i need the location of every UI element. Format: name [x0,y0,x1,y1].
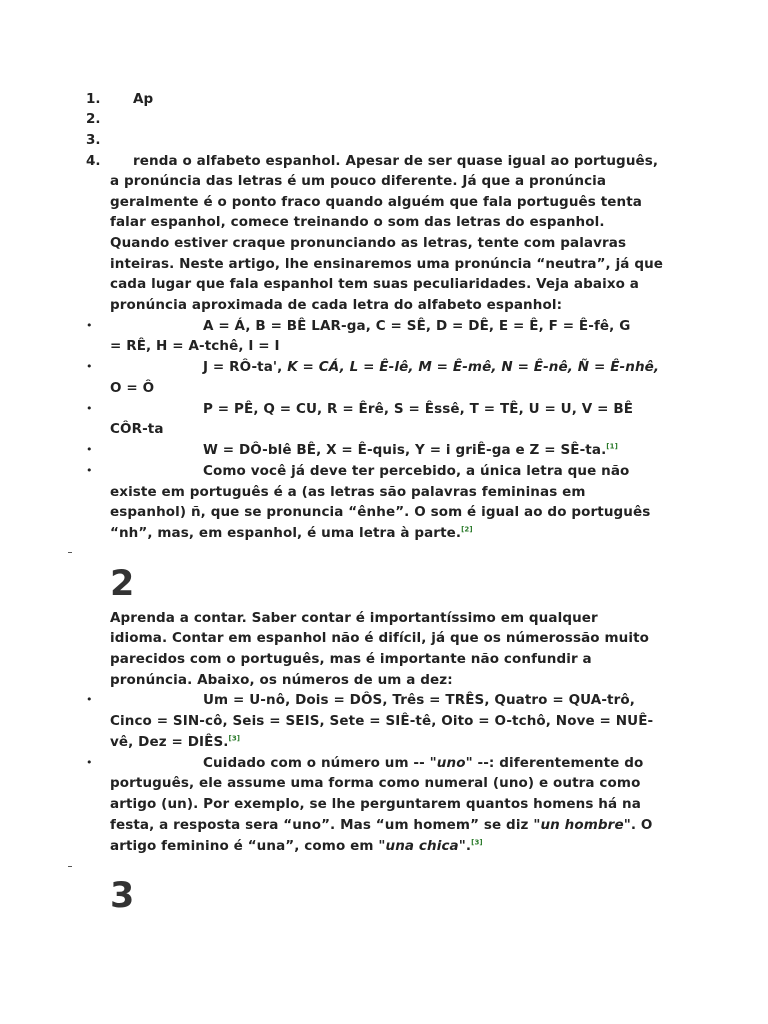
uno-note-line [203,753,643,773]
uno-text: festa, a resposta sera “uno”. Mas “um homem” se diz [110,817,534,833]
list-number-1: 1. [86,91,101,107]
intro-line-2: a pronúncia das letras é um pouco diferente. Já que a pronúncia [110,173,607,189]
reference-link[interactable]: [2] [461,525,473,534]
uno-text: . [465,838,472,854]
uno-note-line: português, ele assume uma forma como numeral (uno) e outra como [110,775,641,791]
reference-link[interactable]: [3] [228,734,241,743]
intro-line-7: cada lugar que fala espanhol tem suas peculiaridades. Veja abaixo a [110,276,640,292]
intro-line-3: geralmente é o ponto fraco quando alguém que fala português tenta [110,194,643,210]
bullet: • [86,319,93,332]
uno-note-line [110,815,652,835]
alphabet-line: A = Á, B = BÊ LAR-ga, C = SÊ, D = DÊ, E = Ê, F = Ê-fê, G [203,318,631,334]
list-number-2: 2. [86,111,101,127]
reference-link[interactable]: [1] [606,442,618,451]
uno-note-line: artigo (un). Por exemplo, se lhe perguntarem quantos homens há na [110,796,641,812]
numbers-line [110,732,240,752]
numbers-line: Um = U-nô, Dois = DÔS, Três = TRÊS, Quatro = QUA-trô, [203,692,635,708]
bullet: • [86,402,93,415]
step-number: 3 [110,876,135,916]
alphabet-note-line: existe em português é a (as letras são palavras femininas em [110,484,586,500]
intro-line-1: renda o alfabeto espanhol. Apesar de ser quase igual ao português, [133,153,659,169]
alphabet-note-line: Como você já deve ter percebido, a única letra que não [203,463,630,479]
numbers-line: Cinco = SIN-cô, Seis = SEIS, Sete = SIÊ-tê, Oito = O-tchô, Nove = NUÊ- [110,713,654,729]
reference-link[interactable]: [3] [471,838,483,847]
bullet: • [86,756,93,769]
step2-line: Aprenda a contar. Saber contar é importantíssimo em qualquer [110,610,598,626]
bullet: • [86,693,93,706]
step-number: 2 [110,564,135,604]
uno-italic-text: "uno" [429,755,473,771]
alphabet-note-line [110,523,473,543]
uno-text: artigo feminino é “una”, como em [110,838,379,854]
alphabet-text: J = RÔ-ta', [203,359,283,375]
intro-line-6: inteiras. Neste artigo, lhe ensinaremos uma pronúncia “neutra”, já que [110,256,664,272]
uno-italic-text: "una chica" [378,838,466,854]
alphabet-line: = RÊ, H = A-tchê, I = I [110,338,280,354]
alphabet-line [203,440,618,460]
step2-line: parecidos com o português, mas é importante não confundir a [110,651,592,667]
bullet: • [86,464,93,477]
uno-text: . O [630,817,653,833]
step2-line: idioma. Contar em espanhol não é difícil, já que os númerossão muito [110,630,649,646]
bullet: • [86,443,93,456]
uno-text: --: diferentemente do [472,755,644,771]
list-number-4: 4. [86,153,101,169]
uno-italic-text: "un hombre" [533,817,631,833]
alphabet-line [203,357,659,377]
list-item-1-text: Ap [133,91,154,107]
uno-note-line [110,836,483,856]
intro-line-4: falar espanhol, comece treinando o som das letras do espanhol. [110,214,605,230]
list-number-3: 3. [86,132,101,148]
step2-line: pronúncia. Abaixo, os números de um a dez: [110,672,453,688]
alphabet-line: CÔR-ta [110,421,164,437]
alphabet-italic-text: K = CÁ, L = Ê-lê, M = Ê-mê, N = Ê-nê, Ñ = Ê-nhê, [282,359,660,375]
numbers-text: vê, Dez = DIÊS. [110,734,229,750]
intro-line-5: Quando estiver craque pronunciando as letras, tente com palavras [110,235,627,251]
alphabet-text: W = DÔ-blê BÊ, X = Ê-quis, Y = i griÊ-ga e Z = SÊ-ta. [203,442,607,458]
uno-text: Cuidado com o número um -- [203,755,430,771]
bullet: • [86,360,93,373]
alphabet-line: O = Ô [110,380,155,396]
alphabet-line: P = PÊ, Q = CU, R = Êrê, S = Êssê, T = TÊ, U = U, V = BÊ [203,401,634,417]
intro-line-8: pronúncia aproximada de cada letra do alfabeto espanhol: [110,297,563,313]
divider-mark [68,866,72,867]
divider-mark [68,552,72,553]
alphabet-note-line: espanhol) ñ, que se pronuncia “ênhe”. O som é igual ao do português [110,504,651,520]
alphabet-text: “nh”, mas, em espanhol, é uma letra à parte. [110,525,462,541]
